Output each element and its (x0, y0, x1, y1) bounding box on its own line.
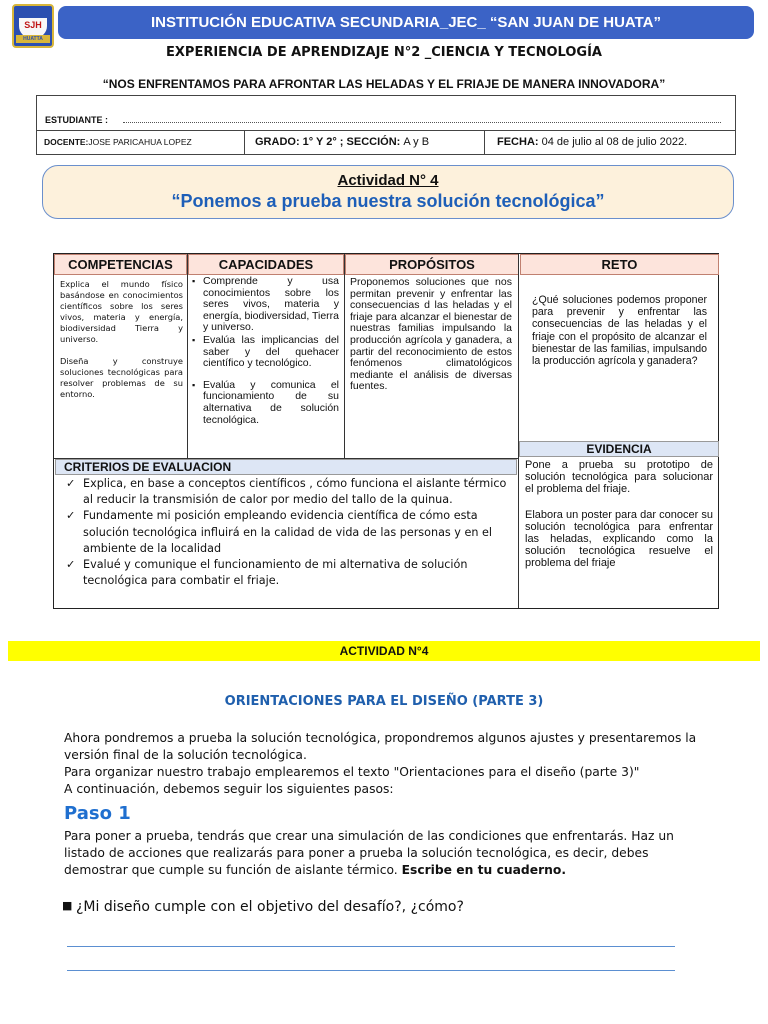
divider (518, 254, 519, 608)
question (62, 899, 464, 915)
institution-banner: INSTITUCIÓN EDUCATIVA SECUNDARIA_JEC_ “SAN JUAN DE HUATA” (58, 6, 754, 39)
teacher-label: DOCENTE: (44, 137, 89, 147)
divider (187, 254, 188, 458)
criterio-item (66, 476, 516, 508)
checkmark-icon: ✓ (66, 509, 76, 523)
criterio-3: Evalué y comunique el funcionamiento de mi alternativa de solución tecnológica para combatir el friaje. (83, 558, 468, 588)
divider (344, 254, 345, 458)
capacidad-1: ▪ Comprende y usa conocimientos sobre los seres vivos, materia y energía, biodiversidad, Tierra y universo. (192, 276, 339, 334)
competencia-1: Explica el mundo físico basándose en conocimientos científicos sobre los seres vivos, materia y energía, biodiversidad Tierra y universo. (60, 279, 183, 344)
answer-line-2[interactable] (67, 970, 675, 971)
date-label: FECHA: (497, 136, 539, 148)
activity-title: “Ponemos a prueba nuestra solución tecnológica” (171, 191, 605, 211)
competencia-2: Diseña y construye soluciones tecnológicas para resolver problemas de su entorno. (60, 356, 183, 399)
activity-box (42, 165, 734, 219)
criterio-item (66, 508, 516, 557)
criterio-2: Fundamente mi posición empleando evidencia científica de cómo esta solución tecnológica influirá en la calidad de vida de las personas y en el ambiente de la localidad (83, 509, 493, 555)
header-reto: RETO (520, 254, 719, 275)
student-row (37, 96, 735, 131)
logo-text: SJH (24, 20, 42, 30)
criterios-header: CRITERIOS DE EVALUACION (55, 459, 517, 475)
answer-line-1[interactable] (67, 946, 675, 947)
capacidades-cell (192, 276, 339, 434)
step-paragraph (64, 828, 714, 879)
propositos-cell: Proponemos soluciones que nos permitan prevenir y enfrentar las consecuencias d las heladas y el friaje para alcanzar el bienestar de nuestras familias impulsando la producción agrícola y ganadera, a partir del reconocimiento de estos fenómenos climatológicos mediante el análisis de diversas fuentes. (350, 276, 512, 393)
date-value: 04 de julio al 08 de julio 2022. (541, 136, 688, 148)
grade-cell (245, 131, 485, 155)
teacher-row (37, 131, 735, 155)
section-value: A y B (403, 136, 430, 148)
bullet-icon: ■ (62, 899, 73, 912)
logo-shield (19, 10, 47, 38)
competencies-table (53, 253, 719, 609)
logo-ribbon: HUATTA (16, 35, 50, 43)
evidencia-cell (525, 459, 713, 570)
intro-line-3: A continuación, debemos seguir los siguientes pasos: (64, 782, 394, 796)
criterio-1: Explica, en base a conceptos científicos , cómo funciona el aislante térmico al reducir la transmisión de calor por medio del tallo de la quinua. (83, 477, 507, 507)
grade-label: GRADO: 1° Y 2° ; SECCIÓN: (255, 136, 401, 148)
student-label: ESTUDIANTE : (45, 115, 108, 125)
question-text: ¿Mi diseño cumple con el objetivo del desafío?, ¿cómo? (76, 899, 464, 915)
experience-title: EXPERIENCIA DE APRENDIZAJE N°2 _CIENCIA Y TECNOLOGÍA (166, 45, 602, 60)
activity-bar: ACTIVIDAD N°4 (8, 641, 760, 661)
capacidad-3: ▪ Evalúa y comunica el funcionamiento de su alternativa de solución tecnológica. (192, 380, 339, 426)
capacidad-2: ▪ Evalúa las implicancias del saber y del quehacer científico y tecnológico. (192, 335, 339, 370)
checkmark-icon: ✓ (66, 558, 76, 572)
header-propositos: PROPÓSITOS (345, 254, 519, 275)
motto: “NOS ENFRENTAMOS PARA AFRONTAR LAS HELADAS Y EL FRIAJE DE MANERA INNOVADORA” (102, 77, 666, 91)
student-info-box (36, 95, 736, 155)
teacher-cell (37, 131, 245, 155)
step-text: Para poner a prueba, tendrás que crear una simulación de las condiciones que enfrentarás. Haz un listado de acciones que realizarás para poner a prueba la solución tecnológica, es decir, debes demostrar que cumple su función de aislante térmico. (64, 829, 674, 877)
school-logo (12, 4, 54, 48)
reto-cell: ¿Qué soluciones podemos proponer para prevenir y enfrentar las consecuencias de las heladas y el friaje con el propósito de alcanzar el bienestar de las familias, impulsando la producción agrícola y ganadera? (532, 294, 707, 368)
evidencia-1: Pone a prueba su prototipo de solución tecnológica para solucionar el problema del friaje. (525, 459, 713, 496)
checkmark-icon: ✓ (66, 477, 76, 490)
intro-line-1: Ahora pondremos a prueba la solución tecnológica, propondremos algunos ajustes y presentaremos la versión final de la solución tecnológica. (64, 731, 697, 762)
date-cell (485, 131, 737, 155)
section-subtitle: ORIENTACIONES PARA EL DISEÑO (PARTE 3) (224, 694, 544, 709)
teacher-name: JOSE PARICAHUA LOPEZ (88, 137, 192, 147)
criterio-item (66, 557, 516, 589)
evidencia-header: EVIDENCIA (519, 441, 719, 457)
student-name-field[interactable] (123, 122, 721, 123)
header-competencias: COMPETENCIAS (54, 254, 187, 275)
header-capacidades: CAPACIDADES (188, 254, 344, 275)
competencias-cell (60, 279, 183, 400)
step-title: Paso 1 (64, 803, 131, 824)
criterios-list (66, 476, 516, 589)
step-emphasis: Escribe en tu cuaderno. (401, 863, 567, 877)
intro-line-2: Para organizar nuestro trabajo emplearemos el texto "Orientaciones para el diseño (parte 3)" (64, 765, 640, 779)
evidencia-2: Elabora un poster para dar conocer su solución tecnológica para enfrentar las heladas, explicando como la solución tecnológica resuelve el problema del friaje (525, 508, 713, 570)
intro-paragraph (64, 730, 714, 798)
activity-number: Actividad N° 4 (337, 172, 439, 189)
